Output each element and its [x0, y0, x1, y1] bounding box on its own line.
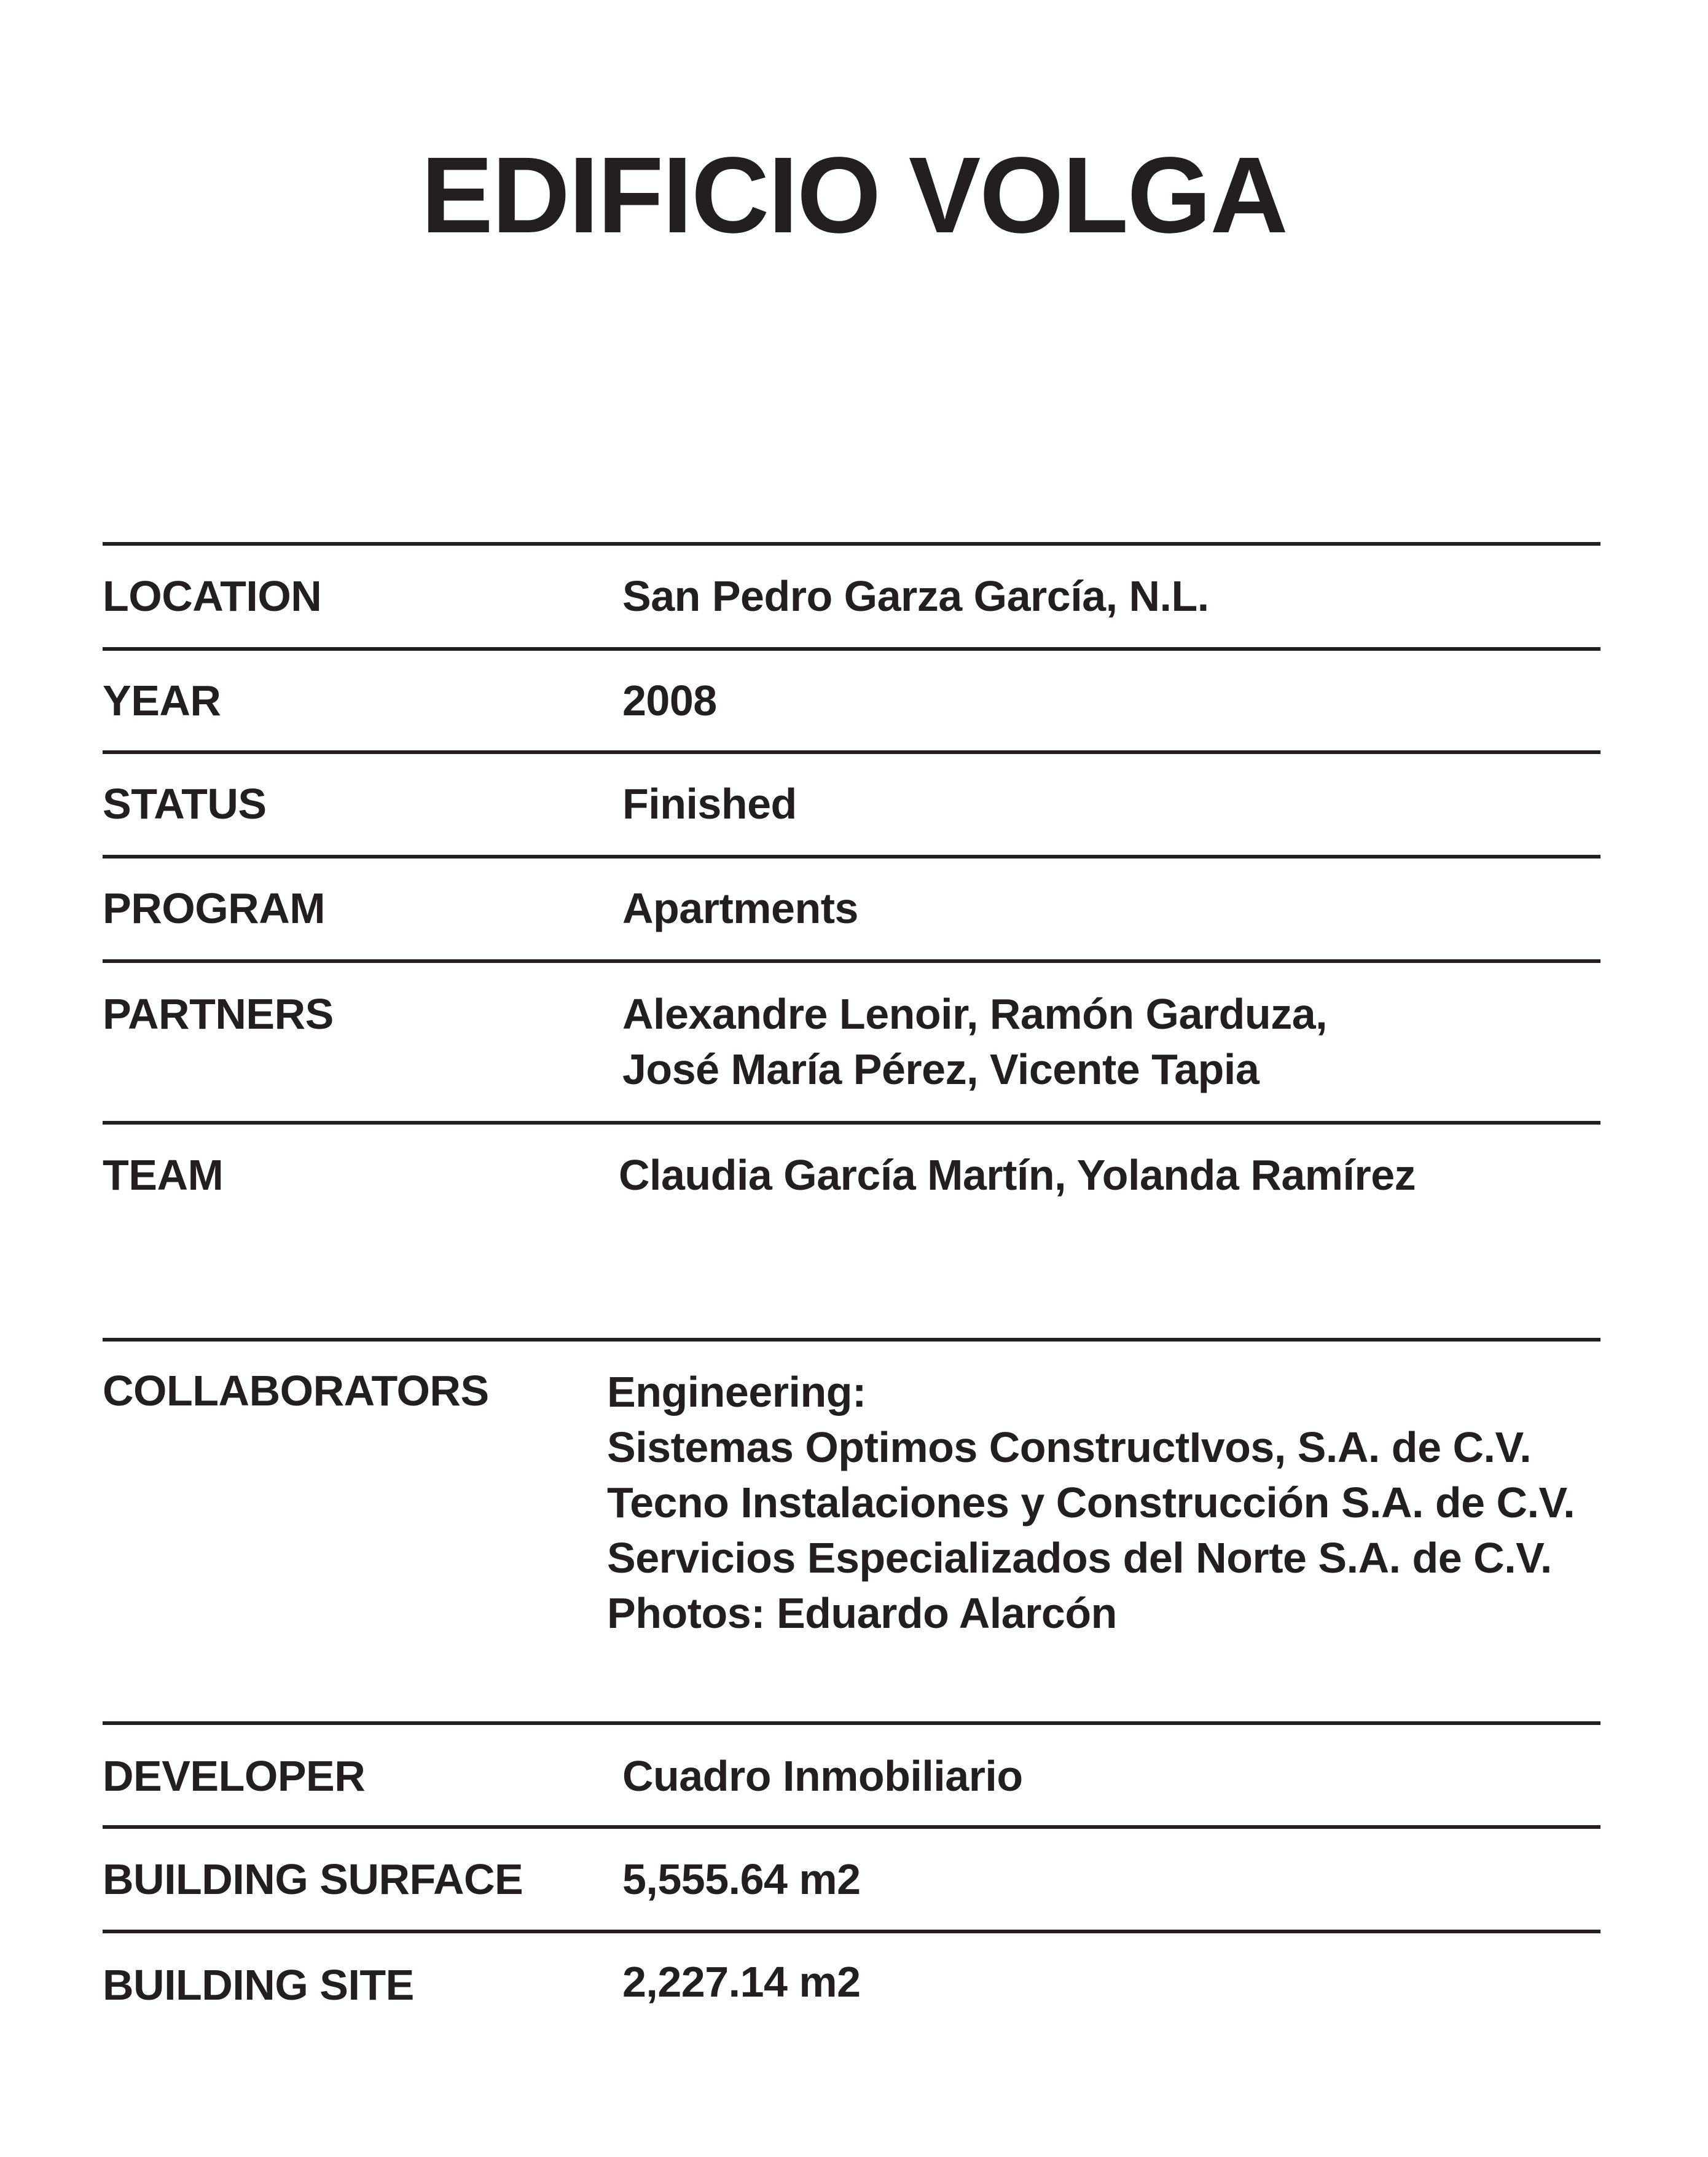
row-value-partners-line-2: José María Pérez, Vicente Tapia — [622, 1045, 1259, 1093]
divider — [103, 1721, 1600, 1725]
divider — [103, 959, 1600, 963]
divider — [103, 542, 1600, 546]
page-title: EDIFICIO VOLGA — [421, 135, 1287, 256]
row-label-collaborators: COLLABORATORS — [103, 1367, 489, 1415]
row-value-collaborators-line-1: Engineering: — [607, 1368, 866, 1416]
row-value-developer: Cuadro Inmobiliario — [622, 1752, 1023, 1800]
divider — [103, 647, 1600, 651]
row-label-building-site: BUILDING SITE — [103, 1961, 414, 2009]
row-value-status: Finished — [622, 780, 797, 828]
row-value-year: 2008 — [622, 677, 717, 725]
row-label-program: PROGRAM — [103, 884, 326, 932]
row-label-status: STATUS — [103, 780, 267, 828]
divider — [103, 1930, 1600, 1933]
divider — [103, 855, 1600, 858]
divider — [103, 750, 1600, 754]
row-value-program: Apartments — [622, 884, 858, 932]
row-value-collaborators-line-5: Photos: Eduardo Alarcón — [607, 1589, 1117, 1637]
row-label-year: YEAR — [103, 677, 221, 725]
row-value-collaborators-line-2: Sistemas Optimos ConstructIvos, S.A. de C.V. — [607, 1423, 1532, 1471]
row-value-partners-line-1: Alexandre Lenoir, Ramón Garduza, — [622, 990, 1328, 1038]
row-value-collaborators-line-3: Tecno Instalaciones y Construcción S.A. de C.V. — [607, 1479, 1575, 1526]
divider — [103, 1121, 1600, 1125]
row-label-partners: PARTNERS — [103, 990, 334, 1038]
divider — [103, 1825, 1600, 1829]
row-label-location: LOCATION — [103, 572, 322, 620]
row-value-team: Claudia García Martín, Yolanda Ramírez — [619, 1151, 1416, 1199]
divider — [103, 1338, 1600, 1342]
row-value-building-site: 2,227.14 m2 — [622, 1958, 861, 2006]
row-value-collaborators-line-4: Servicios Especializados del Norte S.A. de C.V. — [607, 1534, 1552, 1582]
row-value-location: San Pedro Garza García, N.L. — [622, 572, 1209, 620]
row-label-team: TEAM — [103, 1151, 224, 1199]
row-label-developer: DEVELOPER — [103, 1752, 366, 1800]
row-label-building-surface: BUILDING SURFACE — [103, 1855, 523, 1903]
row-value-building-surface: 5,555.64 m2 — [622, 1855, 861, 1903]
